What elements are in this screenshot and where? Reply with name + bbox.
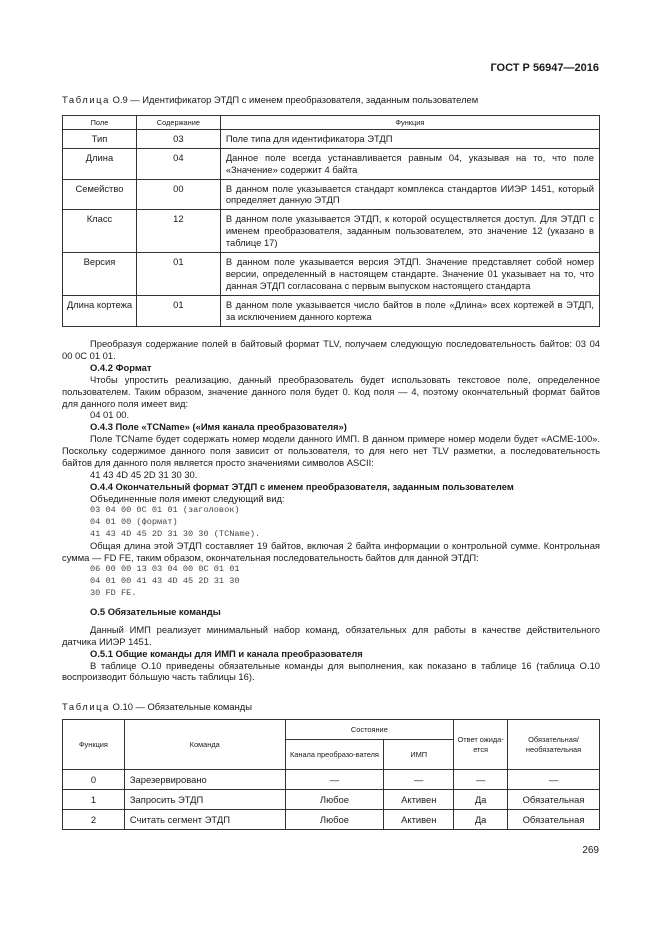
cell-reply: Да [454,790,508,810]
code-line: 03 04 00 0C 01 01 (заголовок) [90,504,240,515]
paragraph: Объединенные поля имеют следующий вид: [90,492,285,504]
paragraph: Общая длина этой ЭТДП составляет 19 байтов, включая 2 байта информации о контрольной сумме. Контрольная сумма — FD FE, таким образом, окончательная последовательность байтов для данной ЭТДП: [62,540,600,564]
table9-caption [62,94,478,105]
col-header-state-channel: Канала преобразо-вателя [285,740,384,770]
cell-field: Класс [63,210,137,253]
table10-caption-text: О.10 — Обязательные команды [112,701,252,712]
table9-caption-word: Таблица [62,94,110,105]
heading-o51: О.5.1 Общие команды для ИМП и канала преобразователя [90,647,363,659]
paragraph: Поле TCName будет содержать номер модели данного ИМП. В данном примере номер модели будет «ACME-100». Поскольку содержимое данного поля зависит от пользователя, то для него нет TLV разметки, а последовательность байтов для данного поля является просто значениями символов ASCII: [62,433,600,469]
col-header-command: Команда [124,720,285,770]
table-header-row [63,116,600,130]
code-line: 41 43 4D 45 2D 31 30 30 (TCName). [90,528,261,539]
paragraph: В таблице О.10 приведены обязательные команды для выполнения, как показано в таблице 16 (таблица О.10 воспроизводит бо́льшую часть таблицы 16). [62,659,600,683]
heading-o5: О.5 Обязательные команды [90,605,221,617]
col-header-function: Функция [220,116,599,130]
cell-function: Данное поле всегда устанавливается равным 04, указывая на то, что поле «Значение» содержит 4 байта [220,149,599,180]
cell-content: 12 [136,210,220,253]
cell-function: В данном поле указывается число байтов в поле «Длина» всех кортежей в ЭТДП, за исключением данного кортежа [220,296,599,327]
table-row [63,149,600,180]
col-header-field: Поле [63,116,137,130]
cell-field: Семейство [63,179,137,210]
cell-required: — [508,770,600,790]
cell-content: 04 [136,149,220,180]
body-text [62,338,600,683]
col-header-reply: Ответ ожида-ется [454,720,508,770]
cell-content: 00 [136,179,220,210]
cell-function: В данном поле указывается версия ЭТДП. Значение представляет собой номер версии, определенный в настоящем стандарте. Значение 01 указывает на то, что данная ЭТДП согласована с первым выпуском настоящего стандарта [220,253,599,296]
table10-caption [62,701,252,712]
table-o10 [62,719,600,830]
table-row [63,790,600,810]
byte-sequence: 41 43 4D 45 2D 31 30 30. [90,468,198,480]
table9-caption-text: О.9 — Идентификатор ЭТДП с именем преобразователя, заданным пользователем [112,94,479,105]
code-line: 04 01 00 (формат) [90,516,178,527]
col-header-content: Содержание [136,116,220,130]
cell-required: Обязательная [508,790,600,810]
heading-o42: О.4.2 Формат [90,361,152,373]
heading-o43: О.4.3 Поле «TCName» («Имя канала преобразователя») [90,421,347,433]
cell-content: 01 [136,296,220,327]
table-row [63,770,600,790]
paragraph: Чтобы упростить реализацию, данный преобразователь будет использовать текстовое поле, определенное пользователем. Таким образом, значение данного поля будет 0. Код поля — 4, поэтому окончательный формат байтов для данного поля имеет вид: [62,373,600,409]
cell-function: 1 [63,790,125,810]
col-header-state-imp: ИМП [384,740,454,770]
cell-command: Считать сегмент ЭТДП [124,810,285,830]
cell-required: Обязательная [508,810,600,830]
table-header-row [63,720,600,740]
cell-imp: Активен [384,790,454,810]
cell-content: 01 [136,253,220,296]
cell-reply: Да [454,810,508,830]
cell-channel: Любое [285,810,384,830]
cell-imp: — [384,770,454,790]
table-row [63,810,600,830]
cell-imp: Активен [384,810,454,830]
table10-caption-word: Таблица [62,701,110,712]
code-line: 30 FD FE. [90,588,137,599]
cell-field: Тип [63,130,137,149]
page-number: 269 [582,845,599,856]
table-o9 [62,115,600,327]
standard-header: ГОСТ Р 56947—2016 [490,62,599,74]
cell-field: Длина [63,149,137,180]
cell-reply: — [454,770,508,790]
table-row [63,210,600,253]
cell-function: В данном поле указывается стандарт комплекса стандартов ИИЭР 1451, который определяет данную ЭТДП [220,179,599,210]
byte-sequence: 04 01 00. [90,409,130,421]
heading-o44: О.4.4 Окончательный формат ЭТДП с именем преобразователя, заданным пользователем [90,480,514,492]
cell-function: В данном поле указывается ЭТДП, к которой осуществляется доступ. Для ЭТДП с именем преобразователя, заданным пользователем, это значение 12 (указано в таблице 17) [220,210,599,253]
cell-function: 2 [63,810,125,830]
col-header-required: Обязательная/ необязательная [508,720,600,770]
col-header-state: Состояние [285,720,454,740]
cell-function: Поле типа для идентификатора ЭТДП [220,130,599,149]
cell-content: 03 [136,130,220,149]
cell-command: Запросить ЭТДП [124,790,285,810]
table-row [63,130,600,149]
cell-field: Длина кортежа [63,296,137,327]
cell-field: Версия [63,253,137,296]
cell-channel: — [285,770,384,790]
table-row [63,253,600,296]
code-line: 06 00 00 13 03 04 00 0C 01 01 [90,564,240,575]
code-line: 04 01 00 41 43 4D 45 2D 31 30 [90,576,240,587]
cell-function: 0 [63,770,125,790]
cell-command: Зарезервировано [124,770,285,790]
paragraph: Преобразуя содержание полей в байтовый формат TLV, получаем следующую последовательность байтов: 03 04 00 0C 01 01. [62,338,600,361]
table-row [63,179,600,210]
cell-channel: Любое [285,790,384,810]
table-row [63,296,600,327]
col-header-function: Функция [63,720,125,770]
paragraph: Данный ИМП реализует минимальный набор команд, обязательных для работы в качестве действительного датчика ИИЭР 1451. [62,623,600,647]
